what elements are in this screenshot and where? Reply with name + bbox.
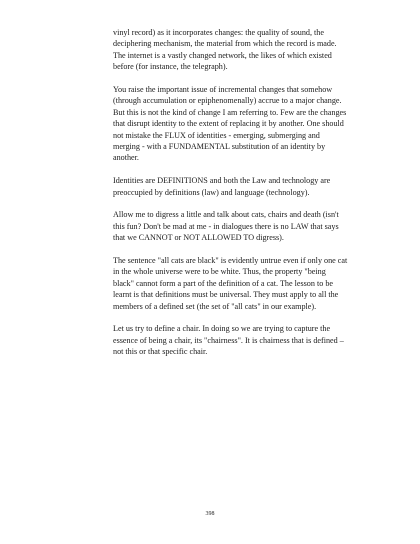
paragraph-digression: Allow me to digress a little and talk about cats, chairs and death (isn't this fun? Don't be mad at me - in dialogues there is no LAW that says that we CANNOT or NOT ALLOWED TO digress). xyxy=(113,210,339,243)
paragraph-identities-definitions: Identities are DEFINITIONS and both the Law and technology are preoccupied by definitions (law) and language (technology). xyxy=(113,176,331,197)
paragraph-black-cats: The sentence "all cats are black" is evidently untrue even if only one cat in the whole universe were to be white. Thus, the property "being black" cannot form a part of the definition of a cat. The lesson to be learnt is that definitions must be universal. They must apply to all the members of a defined set (the set of "all cats" in our example). xyxy=(113,256,348,311)
page-number: 398 xyxy=(205,511,215,517)
paragraph-incremental-changes: You raise the important issue of incremental changes that somehow (through accumulation or epiphenomenally) accrue to a major change. But this is not the kind of change I am referring to. Few are the changes that disrupt identity to the extent of replacing it by another. One should not mistake the FLUX of identities - emerging, submerging and merging - with a FUNDAMENTAL substitution of an identity by another. xyxy=(113,85,347,163)
paragraph-define-chair: Let us try to define a chair. In doing so we are trying to capture the essence of being a chair, its "chairness". It is chairness that is defined – not this or that specific chair. xyxy=(113,324,344,357)
paragraph-vinyl-record: vinyl record) as it incorporates changes: the quality of sound, the deciphering mechanism, the material from which the record is made. The internet is a vastly changed network, the likes of which existed before (for instance, the telegraph). xyxy=(113,28,337,72)
body-text xyxy=(113,27,348,369)
